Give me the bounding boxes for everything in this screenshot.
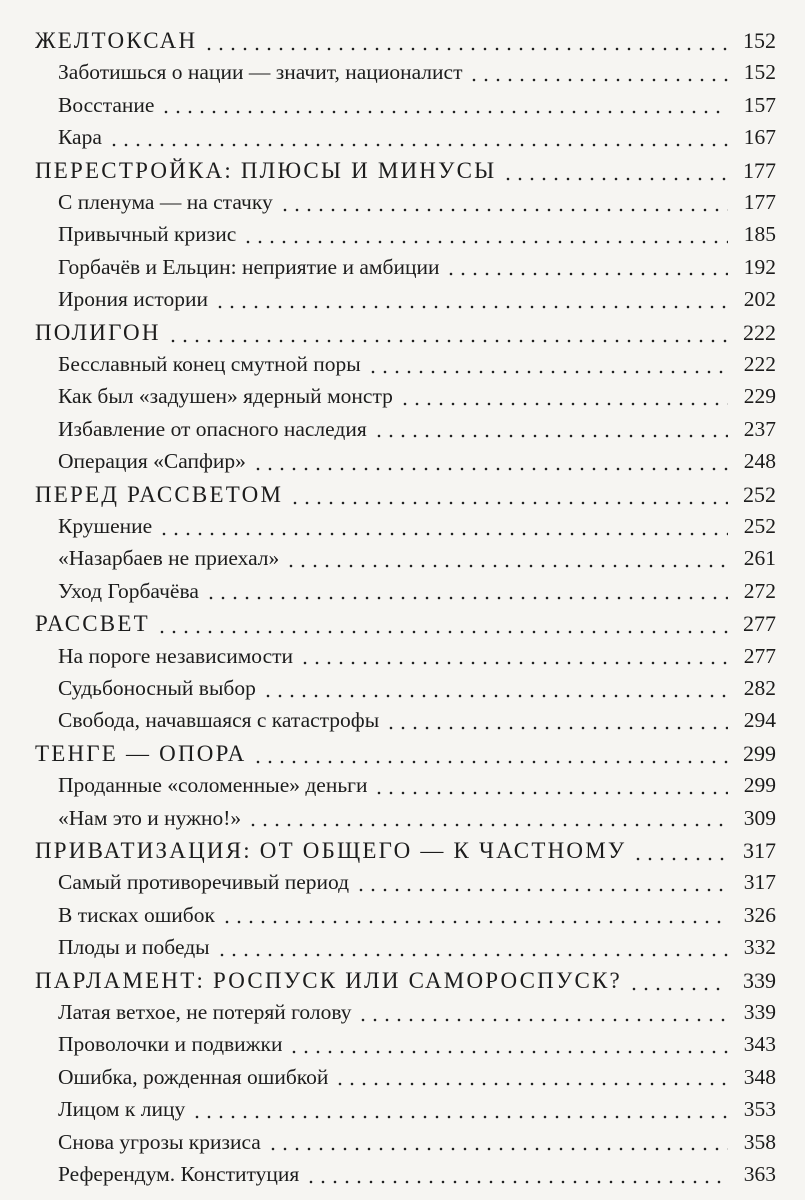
- subsection-title: Плоды и победы: [58, 935, 210, 960]
- dot-leader: [373, 417, 728, 439]
- subsection-page-number: 317: [743, 870, 776, 895]
- subsection-page-number: 282: [743, 676, 776, 700]
- subsection-page-number: 222: [743, 352, 776, 376]
- chapter-page-number: 252: [743, 481, 776, 507]
- subsection-page-number: 353: [743, 1097, 776, 1122]
- subsection-entry: [58, 1000, 776, 1026]
- dot-leader: [373, 773, 728, 795]
- subsection-entry: [58, 935, 776, 961]
- subsection-page-number: 261: [743, 546, 776, 571]
- dot-leader: [252, 449, 728, 471]
- chapter-title: ПЕРЕСТРОЙКА: ПЛЮСЫ И МИНУСЫ: [35, 157, 497, 183]
- subsection-entry: [58, 222, 776, 248]
- dot-leader: [216, 935, 728, 957]
- subsection-entry: [58, 579, 776, 605]
- chapter-title: ЖЕЛТОКСАН: [35, 28, 198, 53]
- subsection-page-number: 229: [743, 384, 776, 409]
- chapter-title: ПАРЛАМЕНТ: РОСПУСК ИЛИ САМОРОСПУСК?: [35, 967, 622, 993]
- dot-leader: [205, 579, 728, 601]
- dot-leader: [299, 644, 728, 666]
- chapter-title: ПРИВАТИЗАЦИЯ: ОТ ОБЩЕГО — К ЧАСТНОМУ: [35, 838, 627, 863]
- subsection-entry: [58, 903, 776, 929]
- subsection-page-number: 363: [743, 1162, 776, 1186]
- subsection-title: Референдум. Конституция: [58, 1162, 300, 1186]
- chapter-entry: [35, 611, 776, 638]
- dot-leader: [221, 903, 728, 925]
- subsection-title: Свобода, начавшаяся с катастрофы: [58, 708, 380, 733]
- chapter-page-number: 222: [743, 319, 776, 345]
- subsection-page-number: 332: [743, 935, 776, 960]
- subsection-page-number: 299: [743, 773, 776, 798]
- subsection-page-number: 326: [743, 902, 776, 927]
- chapter-page-number: 339: [743, 967, 776, 993]
- dot-leader: [628, 968, 728, 991]
- dot-leader: [502, 158, 728, 181]
- dot-leader: [242, 222, 728, 244]
- dot-leader: [334, 1065, 728, 1087]
- subsection-entry: [58, 60, 776, 86]
- subsection-page-number: 192: [743, 254, 776, 279]
- chapter-page-number: 317: [743, 838, 776, 863]
- subsection-page-number: 252: [743, 514, 776, 538]
- subsection-entry: [58, 190, 776, 216]
- dot-leader: [158, 514, 728, 536]
- subsection-page-number: 177: [743, 190, 776, 214]
- dot-leader: [279, 190, 728, 212]
- dot-leader: [385, 708, 728, 730]
- chapter-title: ПЕРЕД РАССВЕТОМ: [35, 481, 284, 507]
- subsection-title: Самый противоречивый период: [58, 870, 350, 895]
- dot-leader: [632, 838, 728, 861]
- subsection-entry: [58, 1097, 776, 1123]
- chapter-entry: [35, 482, 776, 509]
- subsection-entry: [58, 1032, 776, 1058]
- dot-leader: [214, 287, 728, 309]
- subsection-title: Лицом к лицу: [58, 1097, 186, 1122]
- dot-leader: [288, 1032, 728, 1054]
- subsection-title: Бесславный конец смутной поры: [58, 352, 361, 376]
- dot-leader: [267, 1130, 728, 1152]
- subsection-page-number: 202: [743, 287, 776, 312]
- subsection-page-number: 157: [743, 92, 776, 117]
- dot-leader: [156, 611, 728, 634]
- dot-leader: [285, 546, 728, 568]
- subsection-entry: [58, 514, 776, 540]
- dot-leader: [399, 384, 728, 406]
- chapter-title: ПОЛИГОН: [35, 319, 161, 345]
- subsection-title: Снова угрозы кризиса: [58, 1129, 261, 1154]
- chapter-entry: [35, 838, 776, 865]
- dot-leader: [445, 255, 728, 277]
- subsection-page-number: 358: [743, 1129, 776, 1154]
- subsection-entry: [58, 644, 776, 670]
- chapter-page-number: 277: [743, 611, 776, 637]
- subsection-title: Ирония истории: [58, 287, 208, 312]
- subsection-page-number: 294: [743, 708, 776, 733]
- subsection-title: Избавление от опасного наследия: [58, 416, 367, 441]
- subsection-title: Операция «Сапфир»: [58, 449, 246, 474]
- subsection-entry: [58, 773, 776, 799]
- subsection-title: «Назарбаев не приехал»: [58, 546, 280, 571]
- chapter-page-number: 152: [743, 28, 776, 53]
- dot-leader: [108, 125, 728, 147]
- subsection-entry: [58, 417, 776, 443]
- subsection-entry: [58, 449, 776, 475]
- subsection-title: Горбачёв и Ельцин: неприятие и амбиции: [58, 254, 440, 279]
- subsection-entry: [58, 1130, 776, 1156]
- subsection-title: Кара: [58, 125, 102, 150]
- subsection-title: Проданные «соломенные» деньги: [58, 773, 368, 798]
- subsection-page-number: 167: [743, 125, 776, 150]
- subsection-page-number: 309: [743, 805, 776, 830]
- subsection-title: Проволочки и подвижки: [58, 1032, 283, 1057]
- chapter-title: РАССВЕТ: [35, 611, 150, 637]
- subsection-page-number: 185: [743, 222, 776, 247]
- subsection-page-number: 348: [743, 1064, 776, 1089]
- subsection-entry: [58, 1162, 776, 1188]
- subsection-page-number: 152: [743, 60, 776, 85]
- subsection-entry: [58, 384, 776, 410]
- chapter-entry: [35, 158, 776, 185]
- subsection-title: Восстание: [58, 92, 155, 117]
- subsection-page-number: 343: [743, 1032, 776, 1057]
- dot-leader: [203, 28, 728, 51]
- subsection-page-number: 237: [743, 416, 776, 441]
- subsection-title: Заботишься о нации — значит, националист: [58, 60, 463, 85]
- dot-leader: [468, 60, 728, 82]
- subsection-title: На пороге независимости: [58, 643, 294, 668]
- chapter-title: ТЕНГЕ — ОПОРА: [35, 740, 247, 766]
- dot-leader: [247, 806, 728, 828]
- subsection-entry: [58, 93, 776, 119]
- dot-leader: [252, 741, 728, 764]
- chapter-page-number: 299: [743, 740, 776, 766]
- chapter-entry: [35, 968, 776, 995]
- dot-leader: [191, 1097, 728, 1119]
- subsection-title: Как был «задушен» ядерный монстр: [58, 384, 393, 409]
- subsection-entry: [58, 255, 776, 281]
- subsection-entry: [58, 676, 776, 702]
- subsection-entry: [58, 352, 776, 378]
- subsection-title: «Нам это и нужно!»: [58, 805, 242, 830]
- subsection-title: Крушение: [58, 514, 153, 538]
- dot-leader: [167, 320, 728, 343]
- chapter-entry: [35, 28, 776, 55]
- subsection-entry: [58, 546, 776, 572]
- subsection-entry: [58, 870, 776, 896]
- subsection-entry: [58, 708, 776, 734]
- dot-leader: [305, 1162, 728, 1184]
- dot-leader: [355, 870, 728, 892]
- subsection-page-number: 248: [743, 449, 776, 474]
- subsection-page-number: 277: [743, 643, 776, 668]
- subsection-entry: [58, 125, 776, 151]
- chapter-page-number: 177: [743, 157, 776, 183]
- dot-leader: [367, 352, 728, 374]
- subsection-title: Привычный кризис: [58, 222, 237, 247]
- subsection-title: Латая ветхое, не потеряй голову: [58, 1000, 352, 1024]
- subsection-entry: [58, 1065, 776, 1091]
- dot-leader: [289, 482, 728, 505]
- subsection-entry: [58, 806, 776, 832]
- dot-leader: [357, 1000, 728, 1022]
- subsection-title: Судьбоносный выбор: [58, 676, 256, 700]
- subsection-title: В тисках ошибок: [58, 902, 215, 927]
- subsection-title: Ошибка, рожденная ошибкой: [58, 1064, 329, 1089]
- subsection-title: Уход Горбачёва: [58, 578, 199, 603]
- chapter-entry: [35, 741, 776, 768]
- subsection-page-number: 339: [743, 1000, 776, 1024]
- dot-leader: [160, 93, 728, 115]
- subsection-entry: [58, 287, 776, 313]
- dot-leader: [262, 676, 728, 698]
- subsection-page-number: 272: [743, 578, 776, 603]
- chapter-entry: [35, 320, 776, 347]
- subsection-title: С пленума — на стачку: [58, 190, 273, 214]
